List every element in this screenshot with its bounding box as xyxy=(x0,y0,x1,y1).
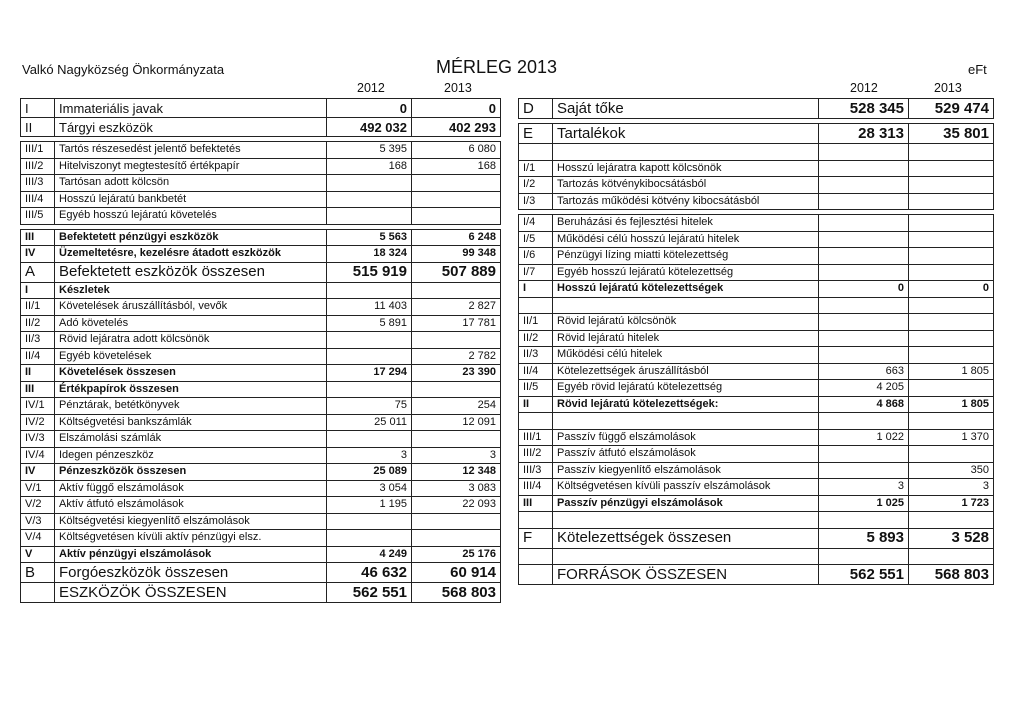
liability-row xyxy=(519,528,994,548)
liability-row-code: II/4 xyxy=(519,363,553,380)
liability-row-code: II/1 xyxy=(519,314,553,331)
asset-row-value-2012 xyxy=(327,381,412,398)
liability-row xyxy=(519,380,994,397)
asset-row-code: V/2 xyxy=(21,497,55,514)
liability-row-code: I/1 xyxy=(519,160,553,177)
liability-row-label: Tartalékok xyxy=(553,124,819,144)
liability-row xyxy=(519,193,994,210)
asset-row-value-2013 xyxy=(412,175,501,192)
liability-row-label: Pénzügyi lízing miatti kötelezettség xyxy=(553,248,819,265)
asset-row-value-2013 xyxy=(412,208,501,225)
asset-row xyxy=(21,118,501,137)
liability-row-code: D xyxy=(519,99,553,119)
liability-row-value-2013 xyxy=(909,177,994,194)
liability-row-value-2013 xyxy=(909,297,994,314)
asset-row-code: IV xyxy=(21,464,55,481)
asset-row-label: Tartós részesedést jelentő befektetés xyxy=(55,142,327,159)
asset-row-value-2012 xyxy=(327,348,412,365)
liability-row-label: FORRÁSOK ÖSSZESEN xyxy=(553,565,819,585)
liability-row-label: Hosszú lejáratú kötelezettségek xyxy=(553,281,819,298)
asset-row-value-2012 xyxy=(327,282,412,299)
asset-row-label: Egyéb követelések xyxy=(55,348,327,365)
asset-row-value-2013: 2 827 xyxy=(412,299,501,316)
asset-row-label: ESZKÖZÖK ÖSSZESEN xyxy=(55,583,327,603)
liability-row-label: Működési célú hitelek xyxy=(553,347,819,364)
liability-row-label xyxy=(553,297,819,314)
asset-row-value-2013 xyxy=(412,381,501,398)
liability-row xyxy=(519,314,994,331)
liabilities-year-2012-header: 2012 xyxy=(850,81,878,95)
asset-row-label: Értékpapírok összesen xyxy=(55,381,327,398)
liability-row-code: III xyxy=(519,495,553,512)
asset-row-label: Aktív függő elszámolások xyxy=(55,480,327,497)
liability-row-value-2012: 663 xyxy=(819,363,909,380)
asset-row xyxy=(21,513,501,530)
asset-row-value-2013 xyxy=(412,431,501,448)
asset-row-value-2012: 46 632 xyxy=(327,563,412,583)
liability-row-code: III/1 xyxy=(519,429,553,446)
asset-row-value-2012 xyxy=(327,431,412,448)
assets-table-body xyxy=(21,99,501,603)
liability-row-code: F xyxy=(519,528,553,548)
liability-row-value-2012: 3 xyxy=(819,479,909,496)
liability-row-code: II/2 xyxy=(519,330,553,347)
asset-row-label: Idegen pénzeszköz xyxy=(55,447,327,464)
liability-row-value-2012 xyxy=(819,231,909,248)
asset-row xyxy=(21,299,501,316)
liability-row-label: Beruházási és fejlesztési hitelek xyxy=(553,215,819,232)
liability-row xyxy=(519,429,994,446)
asset-row-value-2013: 507 889 xyxy=(412,262,501,282)
liability-row-value-2013 xyxy=(909,330,994,347)
asset-row-label: Tárgyi eszközök xyxy=(55,118,327,137)
asset-row-value-2012 xyxy=(327,175,412,192)
asset-row-code: I xyxy=(21,282,55,299)
liability-row-code: III/3 xyxy=(519,462,553,479)
liability-row-value-2013: 350 xyxy=(909,462,994,479)
asset-row xyxy=(21,208,501,225)
asset-row xyxy=(21,262,501,282)
liability-row-value-2013 xyxy=(909,215,994,232)
currency-unit: eFt xyxy=(968,62,987,77)
asset-row-label: Hitelviszonyt megtestesítő értékpapír xyxy=(55,158,327,175)
asset-row-value-2012: 5 891 xyxy=(327,315,412,332)
asset-row-code: II xyxy=(21,365,55,382)
liability-row-value-2012 xyxy=(819,446,909,463)
asset-row-value-2012: 5 395 xyxy=(327,142,412,159)
liability-row-value-2013 xyxy=(909,264,994,281)
asset-row-code: II/3 xyxy=(21,332,55,349)
liability-row-value-2012 xyxy=(819,297,909,314)
asset-row xyxy=(21,142,501,159)
asset-row xyxy=(21,381,501,398)
liability-row-value-2012 xyxy=(819,215,909,232)
liability-row-value-2012 xyxy=(819,347,909,364)
liability-row-value-2012 xyxy=(819,193,909,210)
asset-row-value-2013: 168 xyxy=(412,158,501,175)
asset-row-label: Elszámolási számlák xyxy=(55,431,327,448)
asset-row-value-2013 xyxy=(412,332,501,349)
liability-row xyxy=(519,281,994,298)
liability-row xyxy=(519,363,994,380)
asset-row-code: III/4 xyxy=(21,191,55,208)
asset-row-code: B xyxy=(21,563,55,583)
asset-row xyxy=(21,563,501,583)
liability-row xyxy=(519,297,994,314)
liability-row-label: Kötelezettségek összesen xyxy=(553,528,819,548)
liability-row xyxy=(519,264,994,281)
liability-row-value-2013: 3 xyxy=(909,479,994,496)
asset-row-label: Költségvetési bankszámlák xyxy=(55,414,327,431)
asset-row-code: III/5 xyxy=(21,208,55,225)
document-title: MÉRLEG 2013 xyxy=(436,57,558,77)
asset-row-value-2012: 18 324 xyxy=(327,246,412,263)
liability-row xyxy=(519,495,994,512)
asset-row-value-2012: 492 032 xyxy=(327,118,412,137)
liability-row-value-2013 xyxy=(909,347,994,364)
asset-row-value-2012: 25 011 xyxy=(327,414,412,431)
liability-row xyxy=(519,512,994,529)
asset-row-value-2012 xyxy=(327,530,412,547)
liability-row-value-2012 xyxy=(819,264,909,281)
asset-row-label: Forgóeszközök összesen xyxy=(55,563,327,583)
asset-row-label: Pénztárak, betétkönyvek xyxy=(55,398,327,415)
asset-row xyxy=(21,480,501,497)
liability-row-value-2013 xyxy=(909,160,994,177)
asset-row-value-2012: 562 551 xyxy=(327,583,412,603)
liability-row-label: Költségvetésen kívüli passzív elszámolások xyxy=(553,479,819,496)
asset-row xyxy=(21,583,501,603)
asset-row xyxy=(21,158,501,175)
liability-row-code xyxy=(519,565,553,585)
asset-row-value-2012 xyxy=(327,332,412,349)
asset-row-label: Hosszú lejáratú bankbetét xyxy=(55,191,327,208)
asset-row-code: V/1 xyxy=(21,480,55,497)
assets-year-2012-header: 2012 xyxy=(357,81,385,95)
asset-row-value-2012: 75 xyxy=(327,398,412,415)
asset-row-value-2013: 12 091 xyxy=(412,414,501,431)
asset-row-label: Követelések áruszállításból, vevők xyxy=(55,299,327,316)
liability-row xyxy=(519,446,994,463)
asset-row xyxy=(21,414,501,431)
asset-row-label: Költségvetési kiegyenlítő elszámolások xyxy=(55,513,327,530)
liability-row-value-2013: 35 801 xyxy=(909,124,994,144)
asset-row-code: III/1 xyxy=(21,142,55,159)
liability-row-value-2012: 4 868 xyxy=(819,396,909,413)
asset-row-code: IV/3 xyxy=(21,431,55,448)
asset-row xyxy=(21,99,501,118)
liability-row-value-2012: 28 313 xyxy=(819,124,909,144)
liability-row-value-2013: 3 528 xyxy=(909,528,994,548)
liability-row-value-2012 xyxy=(819,413,909,430)
asset-row xyxy=(21,530,501,547)
assets-table xyxy=(20,98,501,603)
asset-row-label: Készletek xyxy=(55,282,327,299)
asset-row-code: IV/1 xyxy=(21,398,55,415)
liability-row-value-2013 xyxy=(909,380,994,397)
liability-row-value-2013 xyxy=(909,446,994,463)
liability-row-value-2012 xyxy=(819,330,909,347)
liability-row-code xyxy=(519,144,553,161)
asset-row-value-2013: 12 348 xyxy=(412,464,501,481)
asset-row-value-2012 xyxy=(327,191,412,208)
liability-row xyxy=(519,347,994,364)
asset-row xyxy=(21,365,501,382)
liability-row-value-2012: 0 xyxy=(819,281,909,298)
asset-row-code: II xyxy=(21,118,55,137)
asset-row-value-2013: 6 248 xyxy=(412,229,501,246)
asset-row-value-2013: 3 xyxy=(412,447,501,464)
asset-row-label: Egyéb hosszú lejáratú követelés xyxy=(55,208,327,225)
asset-row xyxy=(21,464,501,481)
liability-row-value-2013 xyxy=(909,193,994,210)
liability-row-label: Tartozás kötvénykibocsátásból xyxy=(553,177,819,194)
liability-row-value-2013 xyxy=(909,548,994,565)
asset-row-code: I xyxy=(21,99,55,118)
liability-row-label xyxy=(553,548,819,565)
liability-row-code xyxy=(519,548,553,565)
asset-row-value-2013 xyxy=(412,191,501,208)
asset-row-code: III/2 xyxy=(21,158,55,175)
asset-row-label: Befektetett eszközök összesen xyxy=(55,262,327,282)
liability-row-code: I/7 xyxy=(519,264,553,281)
liability-row-code: I/4 xyxy=(519,215,553,232)
asset-row-code: IV/4 xyxy=(21,447,55,464)
liability-row-label: Passzív átfutó elszámolások xyxy=(553,446,819,463)
asset-row-code xyxy=(21,583,55,603)
asset-row-label: Aktív átfutó elszámolások xyxy=(55,497,327,514)
asset-row-value-2012: 1 195 xyxy=(327,497,412,514)
asset-row xyxy=(21,282,501,299)
liability-row-label: Passzív kiegyenlítő elszámolások xyxy=(553,462,819,479)
asset-row-value-2013: 17 781 xyxy=(412,315,501,332)
asset-row-code: V/3 xyxy=(21,513,55,530)
liability-row-label: Rövid lejáratú hitelek xyxy=(553,330,819,347)
assets-year-2013-header: 2013 xyxy=(444,81,472,95)
asset-row-label: Aktív pénzügyi elszámolások xyxy=(55,546,327,563)
liability-row-label: Kötelezettségek áruszállításból xyxy=(553,363,819,380)
asset-row-value-2013 xyxy=(412,530,501,547)
asset-row xyxy=(21,175,501,192)
liability-row-label: Passzív pénzügyi elszámolások xyxy=(553,495,819,512)
asset-row-code: II/4 xyxy=(21,348,55,365)
liability-row-value-2012: 562 551 xyxy=(819,565,909,585)
liability-row-code: II/5 xyxy=(519,380,553,397)
liability-row-label: Passzív függő elszámolások xyxy=(553,429,819,446)
asset-row xyxy=(21,332,501,349)
asset-row-label: Immateriális javak xyxy=(55,99,327,118)
liability-row-value-2013: 568 803 xyxy=(909,565,994,585)
liability-row-value-2012: 4 205 xyxy=(819,380,909,397)
liability-row-code: E xyxy=(519,124,553,144)
asset-row-value-2013: 2 782 xyxy=(412,348,501,365)
liability-row-code: I/2 xyxy=(519,177,553,194)
asset-row-label: Rövid lejáratra adott kölcsönök xyxy=(55,332,327,349)
asset-row-value-2013: 3 083 xyxy=(412,480,501,497)
liability-row-value-2013: 0 xyxy=(909,281,994,298)
liability-row-code: I/3 xyxy=(519,193,553,210)
liability-row-code: II/3 xyxy=(519,347,553,364)
liability-row-label: Hosszú lejáratra kapott kölcsönök xyxy=(553,160,819,177)
liability-row-value-2013 xyxy=(909,413,994,430)
asset-row-value-2012: 515 919 xyxy=(327,262,412,282)
liability-row-value-2013: 1 805 xyxy=(909,396,994,413)
asset-row-value-2012: 25 089 xyxy=(327,464,412,481)
liability-row-value-2013 xyxy=(909,231,994,248)
asset-row xyxy=(21,246,501,263)
asset-row-code: III xyxy=(21,381,55,398)
asset-row-value-2013: 23 390 xyxy=(412,365,501,382)
asset-row xyxy=(21,447,501,464)
asset-row-value-2012 xyxy=(327,513,412,530)
liability-row xyxy=(519,144,994,161)
asset-row-label: Üzemeltetésre, kezelésre átadott eszközök xyxy=(55,246,327,263)
asset-row-label: Befektetett pénzügyi eszközök xyxy=(55,229,327,246)
asset-row-value-2012: 3 xyxy=(327,447,412,464)
liability-row xyxy=(519,396,994,413)
asset-row-label: Követelések összesen xyxy=(55,365,327,382)
asset-row-code: II/1 xyxy=(21,299,55,316)
liability-row-value-2013 xyxy=(909,248,994,265)
liability-row-code: III/2 xyxy=(519,446,553,463)
liability-row-code: I/6 xyxy=(519,248,553,265)
asset-row-value-2013: 402 293 xyxy=(412,118,501,137)
asset-row-code: IV xyxy=(21,246,55,263)
liability-row-value-2012 xyxy=(819,314,909,331)
liability-row xyxy=(519,248,994,265)
liability-row-label: Egyéb hosszú lejáratú kötelezettség xyxy=(553,264,819,281)
liability-row-value-2012: 5 893 xyxy=(819,528,909,548)
liability-row-code xyxy=(519,297,553,314)
liability-row-label: Működési célú hosszú lejáratú hitelek xyxy=(553,231,819,248)
liability-row xyxy=(519,479,994,496)
asset-row-label: Költségvetésen kívüli aktív pénzügyi elsz. xyxy=(55,530,327,547)
asset-row-value-2013: 254 xyxy=(412,398,501,415)
asset-row xyxy=(21,315,501,332)
asset-row-value-2012: 4 249 xyxy=(327,546,412,563)
liability-row-code xyxy=(519,413,553,430)
liability-row-code: III/4 xyxy=(519,479,553,496)
liability-row-label xyxy=(553,413,819,430)
liability-row xyxy=(519,160,994,177)
asset-row-label: Tartósan adott kölcsön xyxy=(55,175,327,192)
asset-row xyxy=(21,431,501,448)
asset-row-value-2012: 11 403 xyxy=(327,299,412,316)
asset-row-value-2012: 0 xyxy=(327,99,412,118)
liability-row xyxy=(519,413,994,430)
liability-row-value-2013: 1 723 xyxy=(909,495,994,512)
asset-row-code: V xyxy=(21,546,55,563)
asset-row-value-2013: 0 xyxy=(412,99,501,118)
asset-row-label: Adó követelés xyxy=(55,315,327,332)
liability-row-value-2012 xyxy=(819,548,909,565)
liability-row-value-2012 xyxy=(819,177,909,194)
liability-row-code xyxy=(519,512,553,529)
liability-row-label xyxy=(553,144,819,161)
liability-row-value-2012: 1 022 xyxy=(819,429,909,446)
liability-row-label: Rövid lejáratú kölcsönök xyxy=(553,314,819,331)
liability-row-value-2013 xyxy=(909,314,994,331)
liability-row xyxy=(519,462,994,479)
liability-row-label xyxy=(553,512,819,529)
asset-row-label: Pénzeszközök összesen xyxy=(55,464,327,481)
liability-row-value-2012 xyxy=(819,462,909,479)
liability-row-label: Saját tőke xyxy=(553,99,819,119)
asset-row-value-2012: 3 054 xyxy=(327,480,412,497)
asset-row xyxy=(21,398,501,415)
liability-row-value-2012 xyxy=(819,512,909,529)
liability-row xyxy=(519,177,994,194)
liability-row-value-2012 xyxy=(819,248,909,265)
asset-row xyxy=(21,348,501,365)
liability-row-code: I xyxy=(519,281,553,298)
liability-row-value-2012: 528 345 xyxy=(819,99,909,119)
liability-row-label: Rövid lejáratú kötelezettségek: xyxy=(553,396,819,413)
liability-row-code: II xyxy=(519,396,553,413)
liability-row xyxy=(519,99,994,119)
liability-row xyxy=(519,565,994,585)
liability-row xyxy=(519,330,994,347)
asset-row-value-2013: 6 080 xyxy=(412,142,501,159)
liability-row-label: Tartozás működési kötvény kibocsátásból xyxy=(553,193,819,210)
asset-row-value-2012: 5 563 xyxy=(327,229,412,246)
asset-row xyxy=(21,546,501,563)
liability-row xyxy=(519,215,994,232)
liability-row-value-2012: 1 025 xyxy=(819,495,909,512)
liability-row-value-2013: 529 474 xyxy=(909,99,994,119)
asset-row xyxy=(21,497,501,514)
asset-row-value-2012: 17 294 xyxy=(327,365,412,382)
asset-row-value-2013: 60 914 xyxy=(412,563,501,583)
asset-row-code: A xyxy=(21,262,55,282)
liabilities-table-body xyxy=(519,99,994,585)
liability-row-label: Egyéb rövid lejáratú kötelezettség xyxy=(553,380,819,397)
asset-row-value-2013: 25 176 xyxy=(412,546,501,563)
asset-row-value-2012: 168 xyxy=(327,158,412,175)
liabilities-year-2013-header: 2013 xyxy=(934,81,962,95)
organization-name: Valkó Nagyközség Önkormányzata xyxy=(22,62,225,77)
asset-row-code: II/2 xyxy=(21,315,55,332)
liability-row-value-2013 xyxy=(909,512,994,529)
asset-row-value-2013 xyxy=(412,282,501,299)
liability-row-value-2013: 1 370 xyxy=(909,429,994,446)
liability-row-value-2012 xyxy=(819,144,909,161)
asset-row-code: III/3 xyxy=(21,175,55,192)
asset-row-value-2013: 568 803 xyxy=(412,583,501,603)
liability-row xyxy=(519,548,994,565)
asset-row-value-2013 xyxy=(412,513,501,530)
liability-row-value-2013 xyxy=(909,144,994,161)
liability-row xyxy=(519,124,994,144)
asset-row-code: V/4 xyxy=(21,530,55,547)
asset-row-code: III xyxy=(21,229,55,246)
liability-row-value-2013: 1 805 xyxy=(909,363,994,380)
asset-row-value-2012 xyxy=(327,208,412,225)
asset-row-code: IV/2 xyxy=(21,414,55,431)
asset-row xyxy=(21,191,501,208)
liability-row-value-2012 xyxy=(819,160,909,177)
liability-row-code: I/5 xyxy=(519,231,553,248)
liabilities-table xyxy=(518,98,994,585)
liability-row xyxy=(519,231,994,248)
asset-row-value-2013: 22 093 xyxy=(412,497,501,514)
asset-row xyxy=(21,229,501,246)
asset-row-value-2013: 99 348 xyxy=(412,246,501,263)
